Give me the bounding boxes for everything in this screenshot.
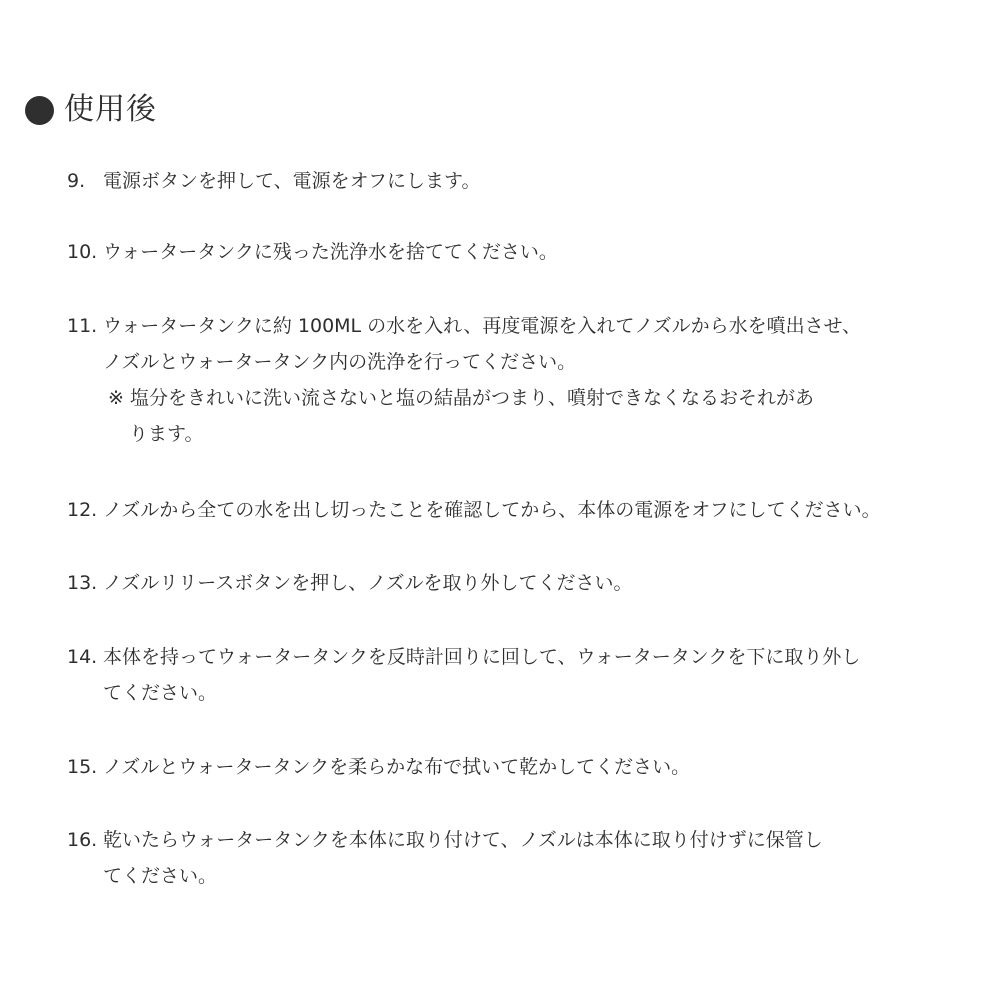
step-line	[67, 639, 860, 675]
step-12	[67, 492, 881, 528]
step-11	[67, 308, 861, 452]
step-line	[67, 822, 823, 858]
step-text: ノズルから全ての水を出し切ったことを確認してから、本体の電源をオフにしてください。	[103, 499, 881, 521]
step-line	[67, 749, 690, 785]
step-number: 14.	[67, 646, 98, 668]
step-number: 13.	[67, 572, 98, 594]
step-text: ウォータータンクに残った洗浄水を捨ててください。	[103, 241, 558, 263]
step-number: 10.	[67, 241, 98, 263]
step-line	[67, 492, 881, 528]
step-14	[67, 639, 860, 711]
step-text: 本体を持ってウォータータンクを反時計回りに回して、ウォータータンクを下に取り外し	[103, 646, 861, 668]
step-text: 乾いたらウォータータンクを本体に取り付けて、ノズルは本体に取り付けずに保管し	[103, 829, 823, 851]
step-line	[67, 565, 633, 601]
step-line	[67, 308, 861, 344]
step-number: 12.	[67, 499, 98, 521]
step-9	[67, 163, 481, 199]
step-note-continued: ります。	[129, 423, 204, 445]
step-number: 9.	[67, 170, 86, 192]
section-title: 使用後	[64, 92, 157, 127]
step-text: 電源ボタンを押して、電源をオフにします。	[103, 170, 481, 192]
step-number: 16.	[67, 829, 98, 851]
section-heading	[25, 88, 157, 132]
step-16	[67, 822, 823, 894]
step-text: ノズルとウォータータンクを柔らかな布で拭いて乾かしてください。	[103, 756, 691, 778]
step-text-continued: てください。	[103, 865, 218, 887]
step-note: ※ 塩分をきれいに洗い流さないと塩の結晶がつまり、噴射できなくなるおそれがあ	[108, 387, 814, 409]
step-15	[67, 749, 690, 785]
step-text: ノズルリリースボタンを押し、ノズルを取り外してください。	[103, 572, 633, 594]
step-10	[67, 234, 558, 270]
step-line	[67, 163, 481, 199]
step-text-continued: てください。	[103, 682, 218, 704]
step-number: 11.	[67, 315, 98, 337]
step-line	[67, 234, 558, 270]
filled-circle-icon	[25, 96, 54, 125]
step-number: 15.	[67, 756, 98, 778]
step-text-continued: ノズルとウォータータンク内の洗浄を行ってください。	[103, 351, 577, 373]
step-13	[67, 565, 633, 601]
step-text: ウォータータンクに約 100ML の水を入れ、再度電源を入れてノズルから水を噴出させ、	[103, 315, 861, 337]
